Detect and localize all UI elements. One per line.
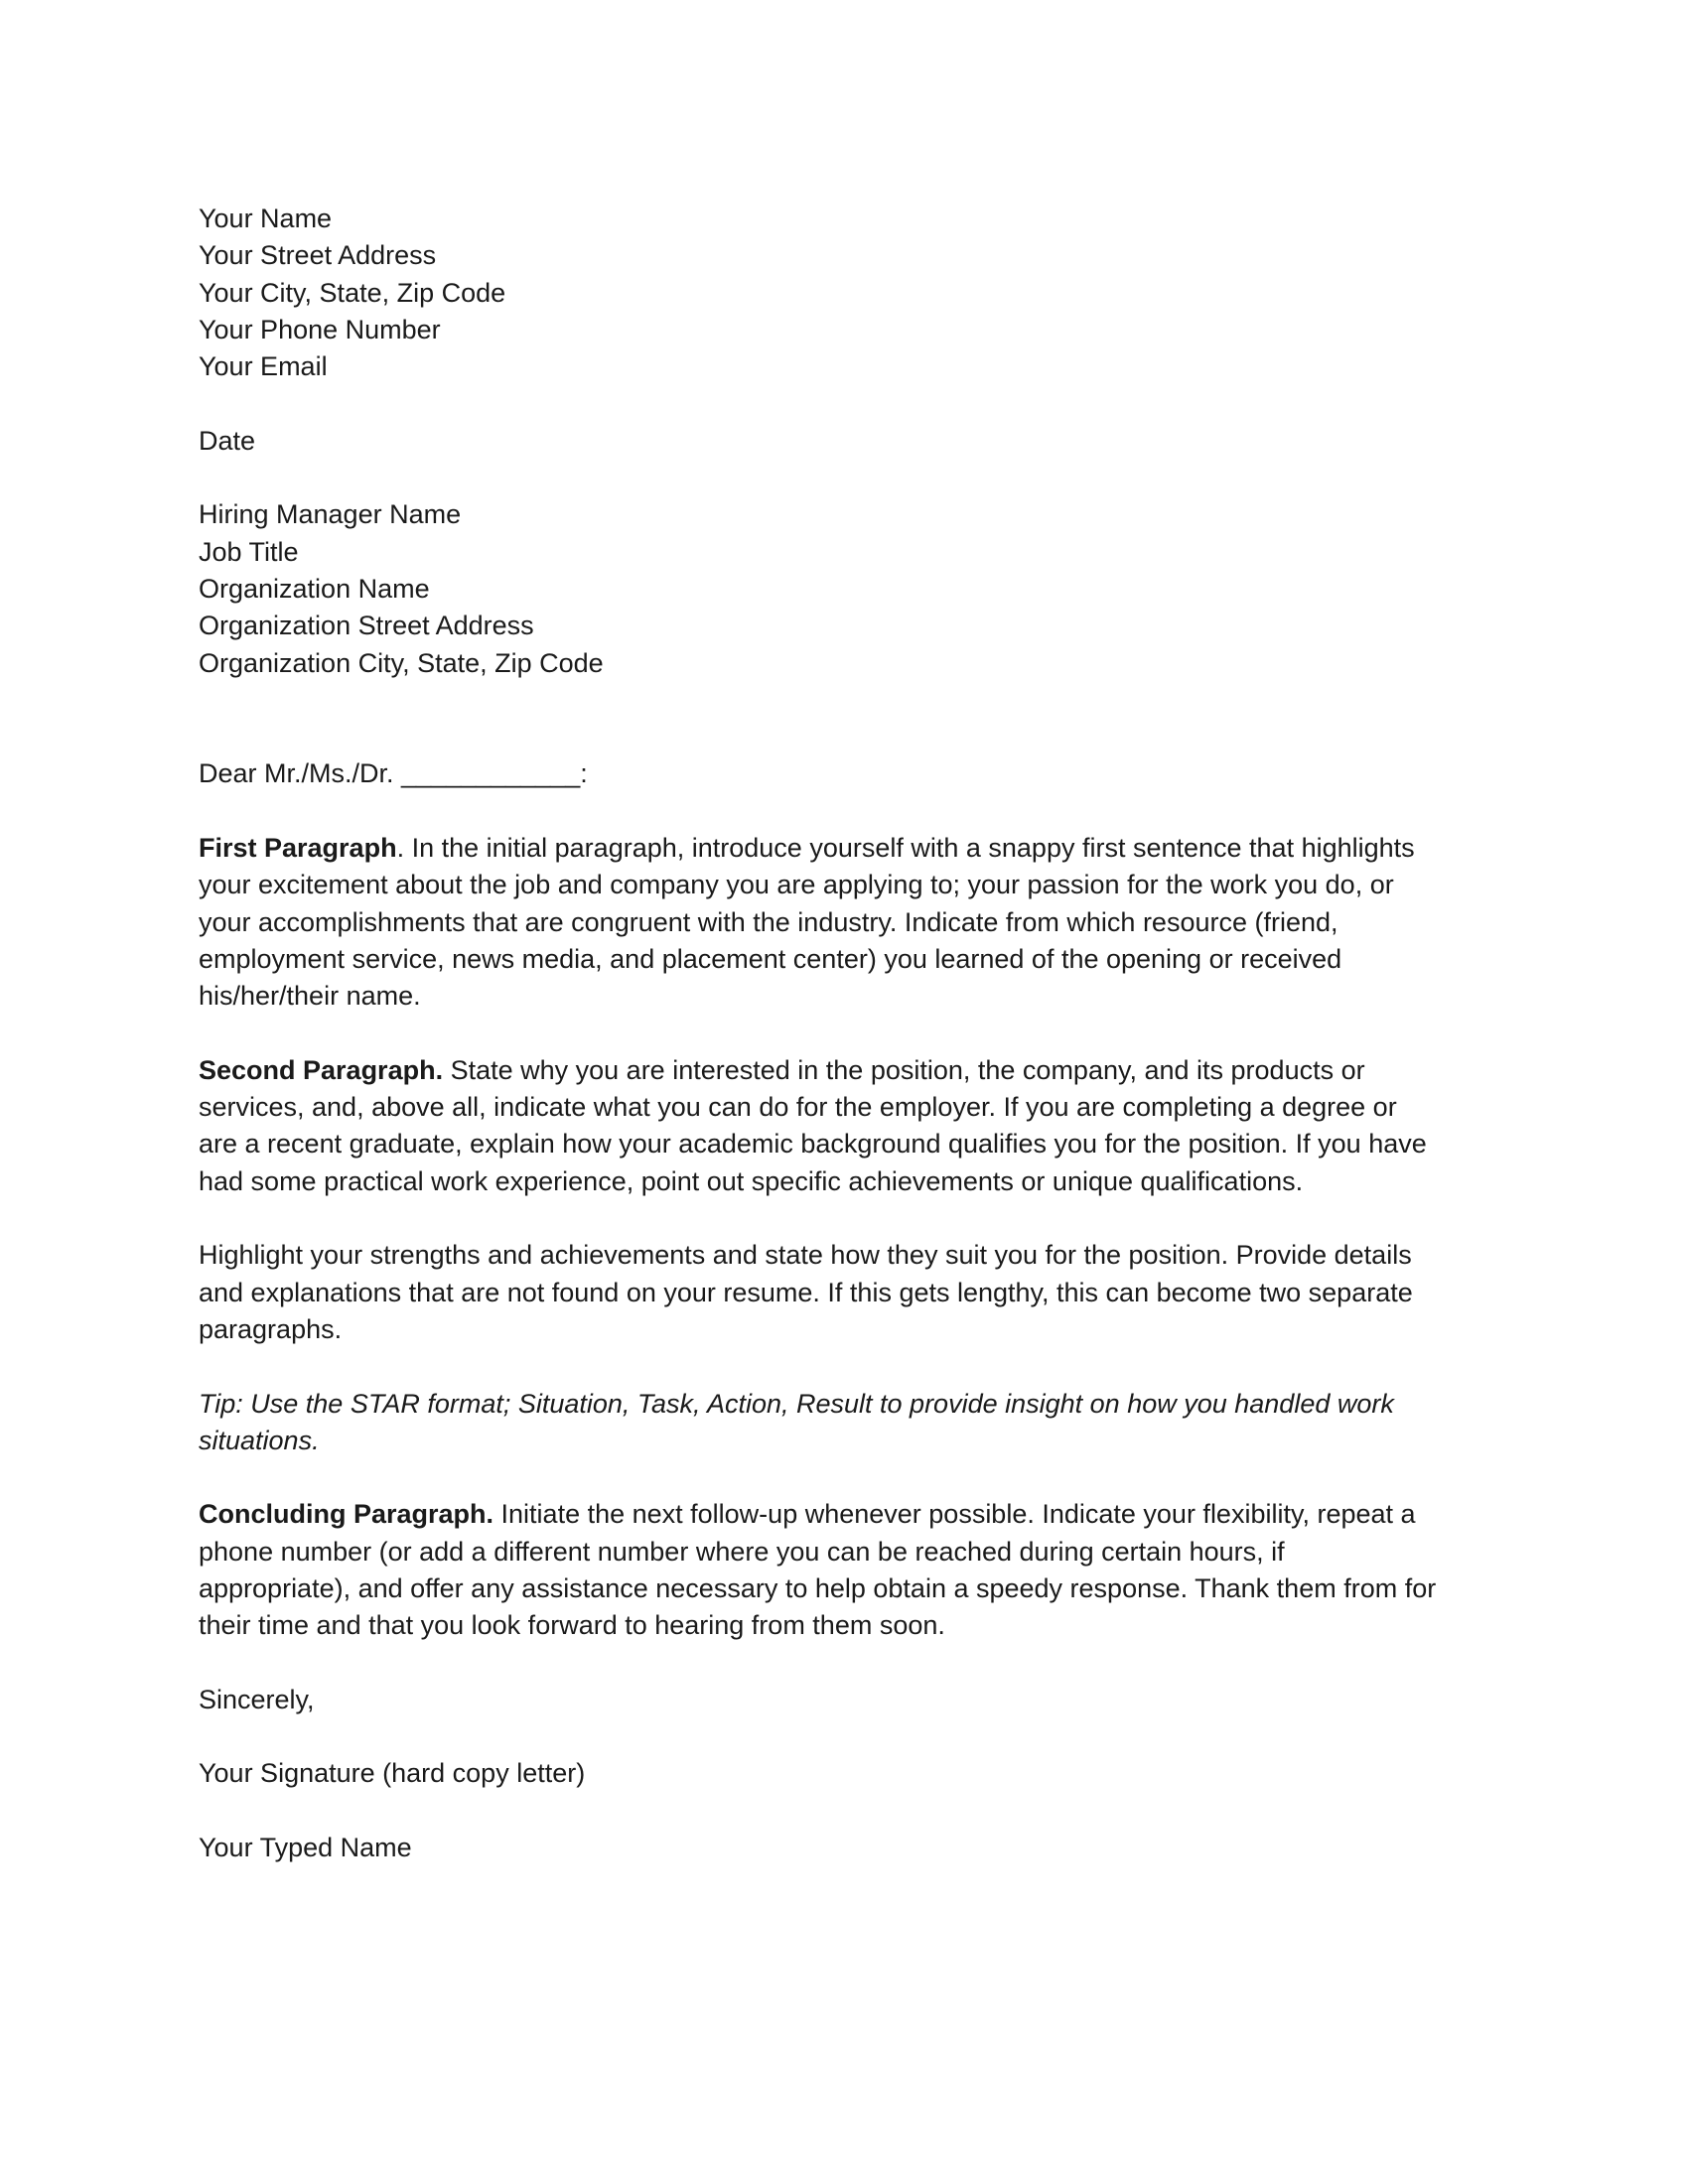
closing: Sincerely, bbox=[199, 1684, 315, 1714]
sender-email: Your Email bbox=[199, 351, 328, 382]
second-paragraph-text: State why you are interested in the position, the company, and its products or bbox=[443, 1054, 1365, 1085]
highlight-paragraph-text: Highlight your strengths and achievements and state how they suit you for the position. Provide details bbox=[199, 1240, 1412, 1271]
cover-letter-page bbox=[199, 201, 1489, 1866]
first-paragraph bbox=[199, 830, 1489, 1015]
second-paragraph-text: services, and, above all, indicate what you can do for the employer. If you are completing a degree or bbox=[199, 1092, 1397, 1123]
tip-paragraph bbox=[199, 1386, 1489, 1460]
first-paragraph-text: employment service, news media, and placement center) you learned of the opening or received bbox=[199, 943, 1342, 974]
tip-text: Tip: Use the STAR format; Situation, Task, Action, Result to provide insight on how you handled work bbox=[199, 1388, 1394, 1419]
sender-city: Your City, State, Zip Code bbox=[199, 277, 506, 308]
concluding-paragraph bbox=[199, 1496, 1489, 1644]
highlight-paragraph-text: paragraphs. bbox=[199, 1313, 343, 1344]
first-paragraph-text: your accomplishments that are congruent with the industry. Indicate from which resource (friend, bbox=[199, 906, 1338, 937]
first-paragraph-text: his/her/their name. bbox=[199, 981, 421, 1012]
first-paragraph-heading: First Paragraph bbox=[199, 833, 397, 864]
concluding-paragraph-text: their time and that you look forward to hearing from them soon. bbox=[199, 1610, 945, 1641]
first-paragraph-text: . In the initial paragraph, introduce yourself with a snappy first sentence that highlights bbox=[396, 833, 1415, 864]
concluding-paragraph-text: Initiate the next follow-up whenever possible. Indicate your flexibility, repeat a bbox=[493, 1499, 1416, 1530]
first-paragraph-text: your excitement about the job and company you are applying to; your passion for the work you do, or bbox=[199, 870, 1394, 900]
sender-block bbox=[199, 201, 1489, 385]
tip-text: situations. bbox=[199, 1425, 320, 1455]
highlight-paragraph bbox=[199, 1237, 1489, 1348]
second-paragraph bbox=[199, 1052, 1489, 1200]
recipient-block bbox=[199, 496, 1489, 681]
second-paragraph-heading: Second Paragraph. bbox=[199, 1054, 444, 1085]
letter-date: Date bbox=[199, 425, 256, 456]
recipient-org: Organization Name bbox=[199, 573, 430, 604]
sender-name: Your Name bbox=[199, 204, 333, 233]
recipient-name: Hiring Manager Name bbox=[199, 499, 462, 530]
recipient-city: Organization City, State, Zip Code bbox=[199, 647, 604, 678]
recipient-title: Job Title bbox=[199, 536, 299, 567]
typed-name: Your Typed Name bbox=[199, 1833, 412, 1863]
recipient-street: Organization Street Address bbox=[199, 611, 534, 641]
sender-phone: Your Phone Number bbox=[199, 314, 441, 344]
concluding-paragraph-heading: Concluding Paragraph. bbox=[199, 1499, 494, 1530]
concluding-paragraph-text: appropriate), and offer any assistance necessary to help obtain a speedy response. Thank them from for bbox=[199, 1572, 1437, 1603]
concluding-paragraph-text: phone number (or add a different number where you can be reached during certain hours, if bbox=[199, 1536, 1285, 1567]
second-paragraph-text: are a recent graduate, explain how your academic background qualifies you for the position. If you have bbox=[199, 1129, 1427, 1160]
salutation: Dear Mr./Ms./Dr. ____________: bbox=[199, 758, 588, 789]
highlight-paragraph-text: and explanations that are not found on your resume. If this gets lengthy, this can become two separate bbox=[199, 1277, 1413, 1307]
sender-street: Your Street Address bbox=[199, 240, 437, 271]
signature-line: Your Signature (hard copy letter) bbox=[199, 1758, 586, 1789]
second-paragraph-text: had some practical work experience, point out specific achievements or unique qualifications. bbox=[199, 1165, 1304, 1196]
